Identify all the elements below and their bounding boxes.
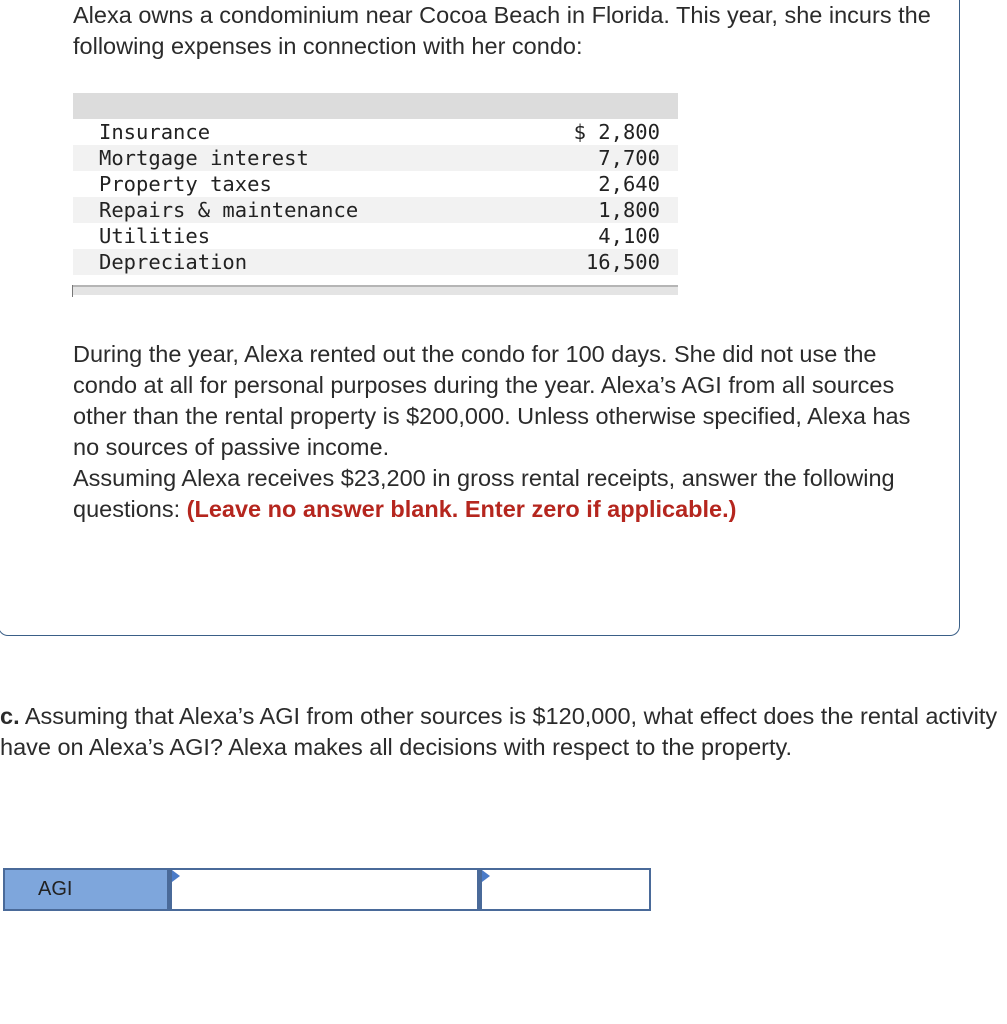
expense-table [73, 93, 678, 275]
expense-amount: 1,800 [598, 198, 660, 222]
question-text: Assuming that Alexa’s AGI from other sources is $120,000, what effect does the rental activity have on Alexa’s AGI? Alexa makes all decisions with respect to the property. [0, 703, 998, 760]
expense-amount: 7,700 [598, 146, 660, 170]
expense-label: Mortgage interest [99, 146, 309, 170]
facts-text: During the year, Alexa rented out the condo for 100 days. She did not use the condo at all for personal purposes during the year. Alexa’s AGI from all sources other than the rental property is $200,000. Unless otherwise specified, Alexa has no sources of passive income. [73, 341, 911, 460]
problem-body [73, 339, 933, 525]
table-header [73, 93, 678, 119]
table-footer [73, 285, 678, 295]
amount-input-cell[interactable] [479, 868, 651, 911]
expense-label: Property taxes [99, 172, 272, 196]
expense-label: Insurance [99, 120, 211, 144]
effect-select-cell[interactable] [169, 868, 479, 911]
table-row [73, 171, 678, 197]
answer-note: (Leave no answer blank. Enter zero if applicable.) [186, 496, 737, 522]
expense-label: Depreciation [99, 250, 248, 274]
table-row [73, 119, 678, 145]
table-row [73, 197, 678, 223]
expense-amount: 4,100 [598, 224, 660, 248]
expense-amount: 16,500 [585, 250, 660, 274]
table-row [73, 223, 678, 249]
expense-amount: $ 2,800 [573, 120, 660, 144]
expense-label: Repairs & maintenance [99, 198, 359, 222]
instruction-text: Assuming Alexa receives $23,200 in gross rental receipts, answer the following questions: [73, 465, 895, 522]
table-row [73, 145, 678, 171]
expense-label: Utilities [99, 224, 211, 248]
expense-amount: 2,640 [598, 172, 660, 196]
table-row [73, 249, 678, 275]
intro-text: Alexa owns a condominium near Cocoa Beach in Florida. This year, she incurs the following expenses in connection with her condo: [73, 2, 931, 59]
answer-row [3, 868, 651, 911]
question-c [0, 701, 1000, 763]
question-letter: c. [0, 703, 20, 729]
agi-label: AGI [3, 868, 169, 911]
